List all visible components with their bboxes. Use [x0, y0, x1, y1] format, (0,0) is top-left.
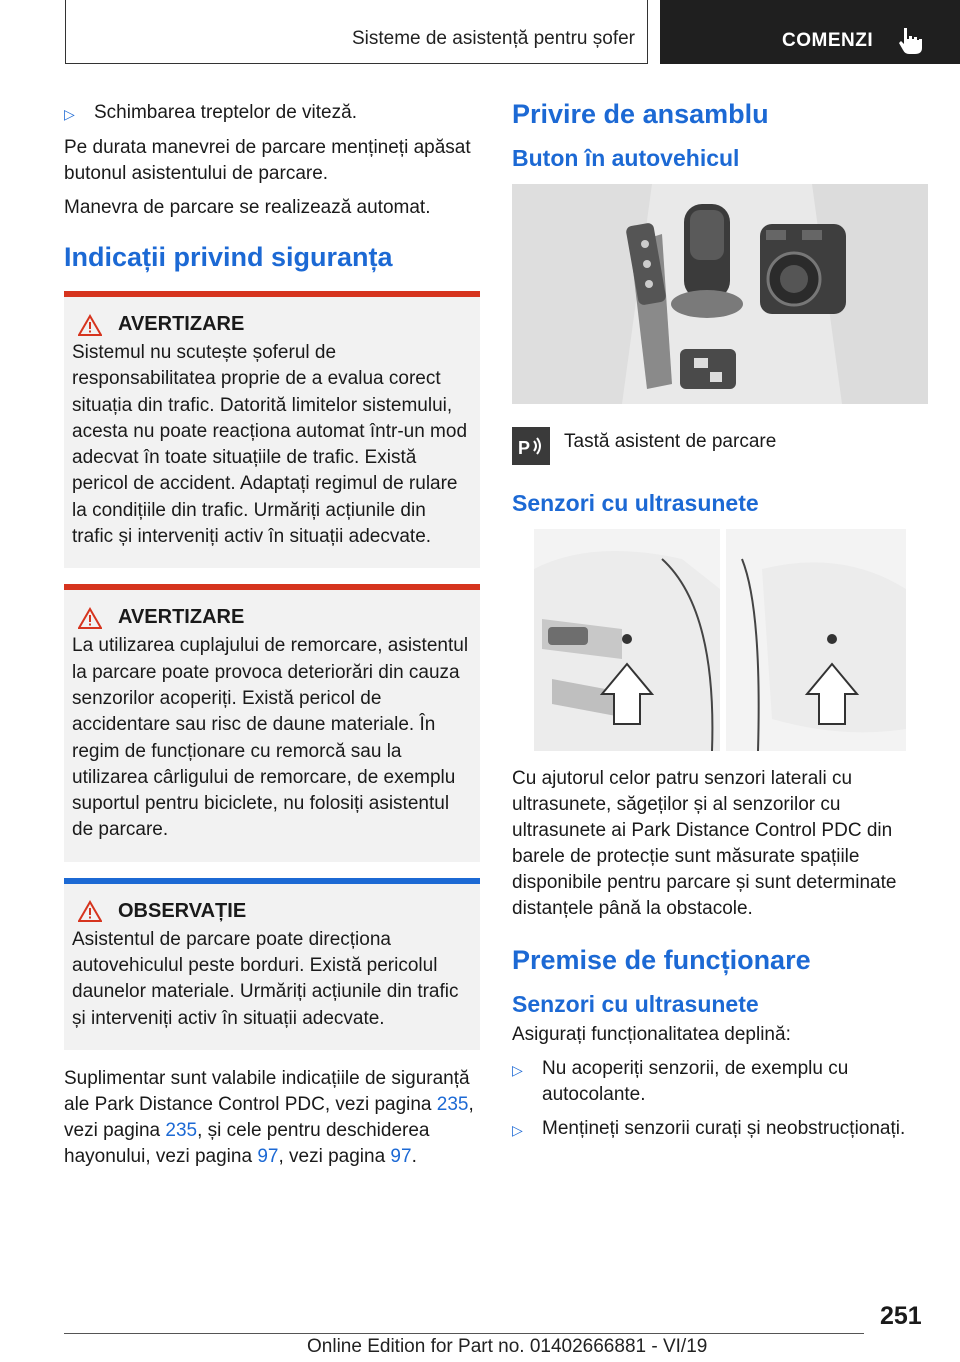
triangle-bullet-icon: ▷ [512, 1122, 523, 1138]
bullet-text: Nu acoperiți senzorii, de exemplu cu autocolante. [542, 1058, 849, 1105]
key-label: Tastă asistent de parcare [564, 431, 777, 452]
note-title: OBSERVAȚIE [118, 899, 247, 922]
paragraph: Cu ajutorul celor patru senzori laterali cu ultrasunete, săgeților și al senzorilor cu ultrasunete ai Park Distance Control PDC din barele de protecție sunt măsurate spațiile disponibile pentru parcare și sunt determinate distanțele până la obstacole. [512, 768, 897, 919]
bullet-text: Schimbarea treptelor de viteză. [94, 102, 357, 123]
ultrasonic-sensors-photo [512, 529, 928, 751]
page-link-235[interactable]: 235 [436, 1093, 469, 1115]
edition-footer: Online Edition for Part no. 01402666881 - VI/19 [307, 1336, 708, 1357]
subsection-heading: Buton în autovehicul [512, 145, 740, 171]
warning-text: Sistemul nu scutește șoferul de responsabilitatea proprie de a evalua corect situația din trafic. Datorită limitelor sistemului, acesta nu poate reacționa automat într-un mod adecvat în toate situațiile de trafic. Există pericol de accident. Adaptați regimul de rulare la condițiile din trafic. Urmăriți acțiunile din trafic și interveniți activ în situații adecvate. [72, 342, 468, 548]
list-item [512, 1116, 928, 1143]
triangle-bullet-icon: ▷ [512, 1062, 523, 1078]
section-heading: Premise de funcționare [512, 945, 811, 975]
list-item [512, 1056, 928, 1108]
footer-divider [64, 1333, 864, 1334]
note-text: Asistentul de parcare poate direcționa autovehiculul peste borduri. Există pericolul daunelor materiale. Urmăriți acțiunile din trafic și interveniți activ în situații adecvate. [72, 928, 459, 1029]
center-console-photo [512, 184, 928, 404]
page-link-97[interactable]: 97 [257, 1145, 279, 1167]
supplementary-paragraph: Suplimentar sunt valabile indicațiile de siguranță ale Park Distance Control PDC, vezi pagina 235, vezi pagina 235, și cele pentru deschiderea hayonului, vezi pagina 97, vezi pagina 97. [64, 1067, 474, 1167]
warning-triangle-icon [78, 900, 102, 922]
bullet-text: Mențineți senzorii curați și neobstrucționați. [542, 1118, 906, 1139]
warning-triangle-icon [78, 607, 102, 629]
right-column [512, 98, 928, 1151]
warning-text: La utilizarea cuplajului de remorcare, asistentul la parcare poate provoca deteriorări din cauza senzorilor acoperiți. Există pericol de accidentare sau risc de daune materiale. În regim de funcționare cu remorcă sau la utilizarea cârligului de remorcare, de exemplu suportul pentru biciclete, nu folosiți asistentul de parcare. [72, 635, 469, 841]
warning-title: AVERTIZARE [118, 313, 245, 335]
page-link-235[interactable]: 235 [165, 1119, 198, 1141]
subsection-heading: Senzori cu ultrasunete [512, 991, 759, 1017]
section-heading: Privire de ansamblu [512, 99, 769, 129]
left-column [64, 100, 480, 1170]
chapter-label: COMENZI [782, 30, 874, 51]
parking-assistant-key-icon [512, 427, 550, 465]
section-heading: Indicații privind siguranța [64, 242, 393, 272]
section-title: Sisteme de asistență pentru șofer [351, 28, 635, 49]
chapter-tab[interactable] [660, 0, 960, 64]
paragraph: Pe durata manevrei de parcare mențineți apăsat butonul asistentului de parcare. [64, 137, 471, 184]
paragraph: Manevra de parcare se realizează automat. [64, 197, 431, 218]
warning-box [64, 291, 480, 568]
svg-text:P: P [518, 438, 531, 458]
note-box [64, 878, 480, 1050]
warning-title: AVERTIZARE [118, 606, 245, 629]
triangle-bullet-icon: ▷ [64, 106, 75, 122]
key-legend [512, 427, 928, 465]
page-link-97[interactable]: 97 [390, 1145, 412, 1167]
subsection-heading: Senzori cu ultrasunete [512, 490, 759, 516]
page-number: 251 [880, 1302, 922, 1330]
header-section-box [65, 0, 648, 64]
paragraph: Asigurați funcționalitatea deplină: [512, 1024, 791, 1045]
warning-box [64, 584, 480, 861]
hand-pointer-icon [898, 26, 924, 56]
list-item [64, 100, 480, 127]
warning-triangle-icon [78, 314, 102, 336]
